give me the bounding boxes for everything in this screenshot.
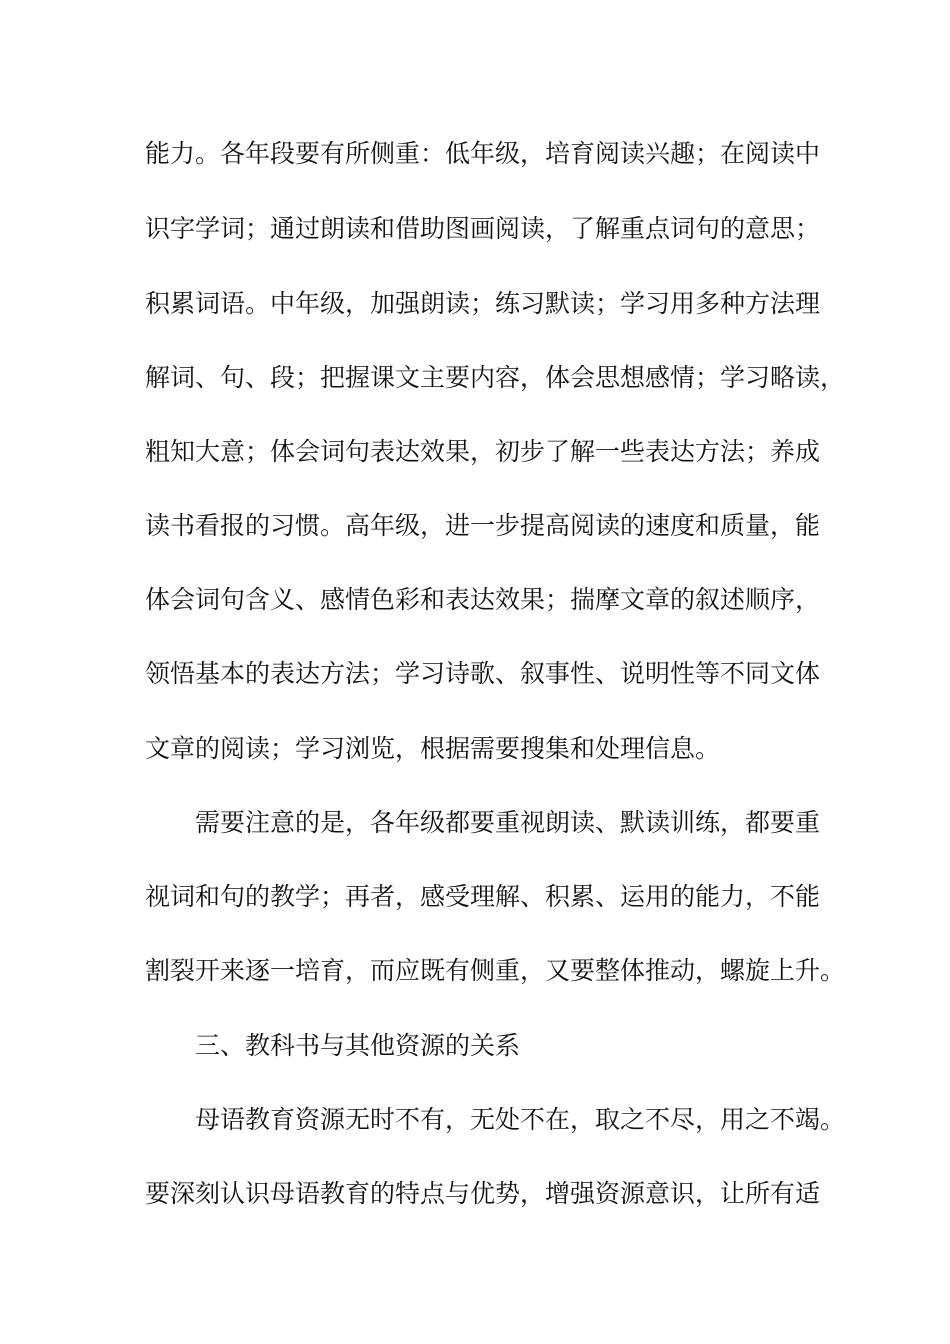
- paragraph-line: 读书看报的习惯。高年级，进一步提高阅读的速度和质量，能: [145, 511, 821, 540]
- paragraph-line: 解词、句、段；把握课文主要内容，体会思想感情；学习略读，: [145, 363, 846, 392]
- paragraph-line: 需要注意的是，各年级都要重视朗读、默读训练，都要重: [195, 808, 821, 837]
- paragraph-line: 文章的阅读；学习浏览，根据需要搜集和处理信息。: [145, 734, 721, 763]
- paragraph-line: 积累词语。中年级，加强朗读；练习默读；学习用多种方法理: [145, 289, 821, 318]
- paragraph-line: 领悟基本的表达方法；学习诗歌、叙事性、说明性等不同文体: [145, 659, 821, 688]
- paragraph-line: 视词和句的教学；再者，感受理解、积累、运用的能力，不能: [145, 882, 821, 911]
- paragraph-line: 割裂开来逐一培育，而应既有侧重，又要整体推动，螺旋上升。: [145, 956, 846, 985]
- paragraph-line: 识字学词；通过朗读和借助图画阅读，了解重点词句的意思；: [145, 214, 821, 243]
- paragraph-line: 能力。各年段要有所侧重：低年级，培育阅读兴趣；在阅读中: [145, 139, 821, 168]
- paragraph-line: 体会词句含义、感情色彩和表达效果；揣摩文章的叙述顺序，: [145, 585, 821, 614]
- paragraph-line: 母语教育资源无时不有，无处不在，取之不尽，用之不竭。: [195, 1105, 846, 1134]
- section-heading: 三、教科书与其他资源的关系: [195, 1031, 521, 1060]
- paragraph-line: 粗知大意；体会词句表达效果，初步了解一些表达方法；养成: [145, 437, 821, 466]
- paragraph-line: 要深刻认识母语教育的特点与优势，增强资源意识，让所有适: [145, 1179, 821, 1208]
